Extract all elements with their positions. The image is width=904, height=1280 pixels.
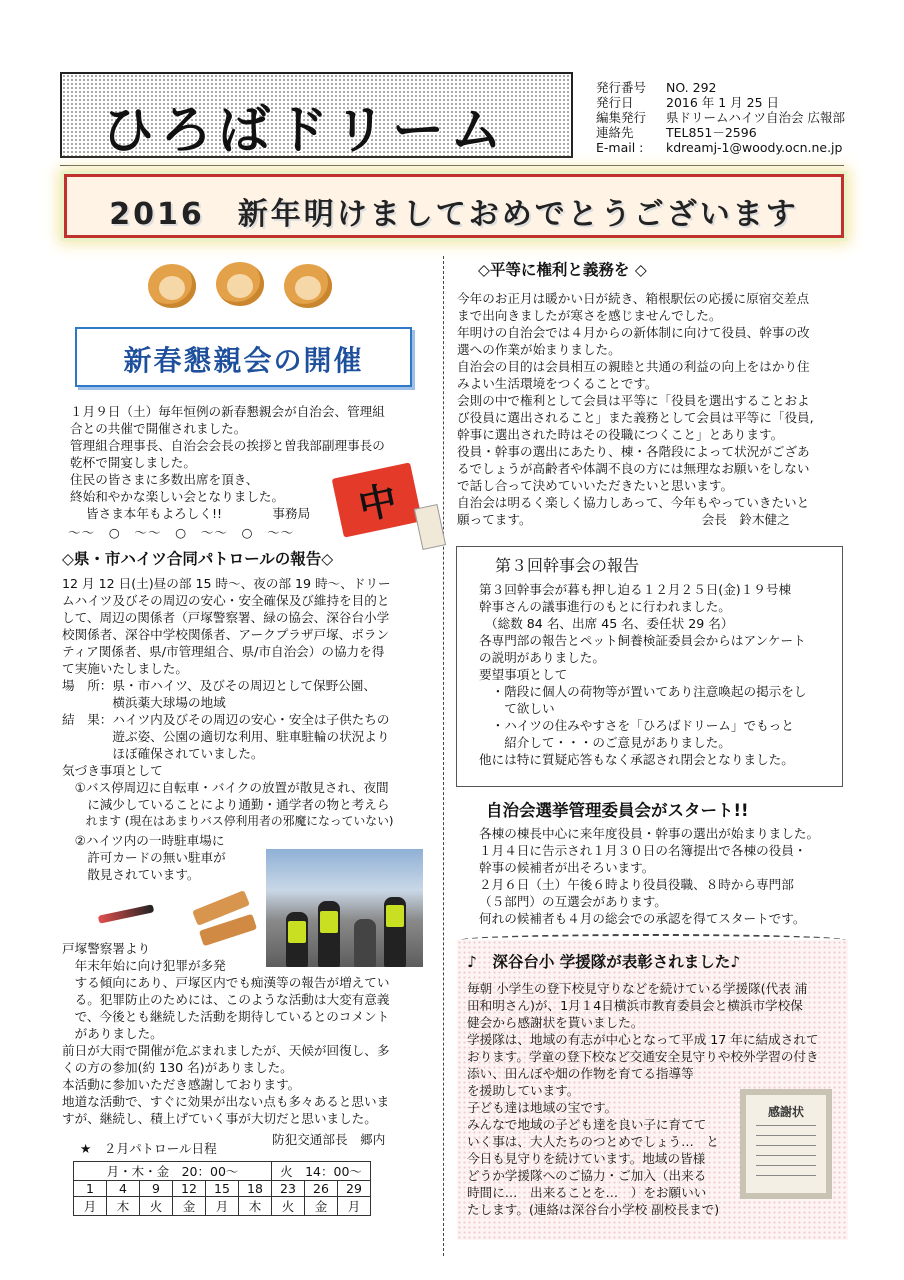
schedule-weekday: 木 bbox=[239, 1197, 272, 1216]
patrol-line: 結 果：ハイツ内及びその周辺の安心・安全は子供たちの bbox=[62, 712, 390, 727]
equality-line: 今年のお正月は暖かい日が続き、箱根駅伝の応援に原宿交差点 bbox=[457, 291, 810, 306]
flag-pole bbox=[414, 504, 446, 550]
award-line: どうか学援隊へのご協力・ご加入（出来る bbox=[467, 1168, 707, 1183]
schedule-header: 月・木・金 20：00～ bbox=[74, 1162, 272, 1181]
pen-icon bbox=[98, 904, 154, 923]
award-line: 今日も見守りを続けています。地域の皆様 bbox=[467, 1151, 706, 1166]
award-line: 田和明さん)が、1月１4日横浜市教育委員会と横浜市学校保 bbox=[467, 998, 803, 1013]
award-line: みんなで地域の子ども達を良い子に育てて bbox=[467, 1117, 707, 1132]
meeting-heading: 第３回幹事会の報告 bbox=[495, 556, 640, 575]
meeting-line: ・ハイツの住みやすさを「ひろばドリーム」でもっと bbox=[479, 718, 794, 733]
patrol-line: すが、継続し、積上げていく事が大切だと思いました。 bbox=[62, 1111, 377, 1126]
equality-heading: ◇平等に権利と義務を ◇ bbox=[478, 261, 647, 279]
schedule-weekday: 木 bbox=[107, 1197, 140, 1216]
meeting-line: ・階段に個人の荷物等が置いてあり注意喚起の掲示をし bbox=[479, 684, 807, 699]
schedule-day: 15 bbox=[206, 1181, 239, 1197]
new-year-banner bbox=[64, 174, 844, 238]
patrol-heading: ◇県・市ハイツ合同パトロールの報告◇ bbox=[62, 550, 334, 568]
patrol-line: 散見されています。 bbox=[62, 867, 200, 882]
patrol-line: 遊ぶ姿、公園の適切な利用、駐車駐輪の状況より bbox=[62, 729, 390, 744]
patrol-line: ほぼ確保されていました。 bbox=[62, 746, 264, 761]
newsletter-title: ひろばドリーム bbox=[102, 101, 509, 161]
award-line: を援助しています。 bbox=[467, 1083, 580, 1098]
equality-line: 会則の中で権利として会員は平等に「役員を選出することおよ bbox=[457, 393, 810, 408]
party-line: 乾杯で開宴しました。 bbox=[70, 455, 196, 470]
meeting-line: 幹事さんの議事進行のもとに行われました。 bbox=[479, 599, 731, 614]
patrol-line: 校関係者、深谷中学校関係者、アークプラザ戸塚、ボラン bbox=[62, 627, 390, 642]
patrol-line: て実施いたしました。 bbox=[62, 661, 188, 676]
issue-number: 発行番号 NO. 292 bbox=[596, 80, 717, 95]
award-line: 添い、田んぼや畑の作物を育てる指導等 bbox=[467, 1066, 694, 1081]
meeting-line: （総数 84 名、出席 45 名、委任状 29 名） bbox=[485, 616, 734, 631]
equality-line: 選への作業が始まりました。 bbox=[457, 342, 621, 357]
election-line: （５部門）の互選会があります。 bbox=[479, 894, 667, 909]
election-line: ２月６日（土）午後６時より役員役職、８時から専門部 bbox=[479, 877, 794, 892]
election-line: 各棟の棟長中心に来年度役員・幹事の選出が始まりました。 bbox=[479, 826, 820, 841]
patrol-schedule-table bbox=[73, 1161, 371, 1216]
equality-line: で話し合って決めていいただきたいと思います。 bbox=[457, 478, 734, 493]
award-line: 健会から感謝状を貰いました。 bbox=[467, 1015, 644, 1030]
patrol-line: ②ハイツ内の一時駐車場に bbox=[62, 833, 225, 848]
certificate-image bbox=[740, 1089, 832, 1199]
patrol-line: 横浜薬大球場の地域 bbox=[62, 695, 226, 710]
patrol-line: で、今後とも継続した活動を期待しているとのコメント bbox=[62, 1009, 390, 1024]
schedule-header: 火 14：00～ bbox=[272, 1162, 371, 1181]
schedule-weekday: 月 bbox=[206, 1197, 239, 1216]
issue-contact: 連絡先 TEL851－2596 bbox=[596, 125, 757, 140]
schedule-day: 26 bbox=[305, 1181, 338, 1197]
party-title-box bbox=[75, 327, 412, 387]
issue-publisher: 編集発行 県ドリームハイツ自治会 広報部 bbox=[596, 110, 845, 125]
meeting-line: 各専門部の報告とペット飼養検証委員会からはアンケート bbox=[479, 633, 806, 648]
schedule-day: 12 bbox=[173, 1181, 206, 1197]
equality-line: 幹事に選出された時はその役職につくこと」とあります。 bbox=[457, 427, 784, 442]
patrol-line: ムハイツ及びその周辺の安心・安全確保及び維持を目的と bbox=[62, 593, 390, 608]
patrol-line: する傾向にあり、戸塚区内でも痴漢等の報告が増えてい bbox=[62, 975, 390, 990]
equality-line: 自治会の目的は会員相互の親睦と共通の利益の向上をはかり住 bbox=[457, 359, 810, 374]
equality-line: 年明けの自治会では４月からの新体制に向けて役員、幹事の改 bbox=[457, 325, 810, 340]
meeting-line: 第３回幹事会が暮も押し迫る１２月２５日(金)１９号棟 bbox=[479, 582, 792, 597]
flag-character: 中 bbox=[354, 477, 401, 529]
meeting-line: 要望事項として bbox=[479, 667, 568, 682]
patrol-line: 地道な活動で、すぐに効果が出ない点も多々あると思いま bbox=[62, 1094, 390, 1109]
schedule-weekday: 金 bbox=[173, 1197, 206, 1216]
schedule-day: 4 bbox=[107, 1181, 140, 1197]
patrol-line: 場 所：県・市ハイツ、及びその周辺として保野公園、 bbox=[62, 678, 376, 693]
award-line: 毎朝 小学生の登下校見守りなどを続けている学援隊(代表 浦 bbox=[467, 981, 808, 996]
award-line: 子ども達は地域の宝です。 bbox=[467, 1100, 618, 1115]
party-line: 住民の皆さまに多数出席を頂き、 bbox=[70, 472, 259, 487]
schedule-day: 9 bbox=[140, 1181, 173, 1197]
monkey-illustrations bbox=[148, 262, 338, 322]
meeting-line: 他には特に質疑応答もなく承認され閉会となりました。 bbox=[479, 752, 794, 767]
column-divider bbox=[443, 256, 444, 1256]
meeting-line: 紹介して・・・のご意見がありました。 bbox=[479, 735, 731, 750]
schedule-day: 23 bbox=[272, 1181, 305, 1197]
equality-line: び役員に選出されること」また義務として会員は平等に「役員, bbox=[457, 410, 814, 425]
masthead bbox=[60, 72, 573, 161]
patrol-line: 許可カードの無い駐車が bbox=[62, 850, 226, 865]
schedule-day: 18 bbox=[239, 1181, 272, 1197]
patrol-line: して、周辺の関係者（戸塚警察署、緑の協会、深谷台小学 bbox=[62, 610, 390, 625]
meeting-line: て欲しい bbox=[479, 701, 555, 716]
award-line: 学援隊は、地域の有志が中心となって平成 17 年に結成されて bbox=[467, 1032, 819, 1047]
schedule-header-row bbox=[74, 1162, 371, 1181]
election-line: １月４日に告示され１月３０日の名簿提出で各棟の役員・ bbox=[479, 843, 807, 858]
schedule-day-row bbox=[74, 1181, 371, 1197]
new-year-banner-text: 2016 新年明けましておめでとうございます bbox=[109, 197, 799, 232]
schedule-weekday: 火 bbox=[272, 1197, 305, 1216]
patrol-line: ①バス停周辺に自転車・バイクの放置が散見され、夜間 bbox=[62, 780, 389, 795]
monkey-icon bbox=[284, 264, 332, 308]
certificate-title: 感謝状 bbox=[767, 1105, 804, 1119]
party-line: １月９日（土）毎年恒例の新春懇親会が自治会、管理組 bbox=[70, 404, 385, 419]
party-line: 終始和やかな楽しい会となりました。 bbox=[70, 489, 285, 504]
patrol-line: くの方の参加(約 130 名)がありました。 bbox=[62, 1060, 293, 1075]
election-line: 幹事の候補者が出そろいます。 bbox=[479, 860, 655, 875]
monkey-icon bbox=[216, 262, 264, 306]
party-title: 新春懇親会の開催 bbox=[123, 344, 364, 377]
header-rule bbox=[60, 165, 844, 166]
patrol-signature: 防犯交通部長 郷内 bbox=[272, 1132, 386, 1147]
issue-date: 発行日 2016 年 1 月 25 日 bbox=[596, 95, 780, 110]
equality-line: みよい生活環境をつくることです。 bbox=[457, 376, 658, 391]
patrol-line: 12 月 12 日(土)昼の部 15 時～、夜の部 19 時～、ドリー bbox=[62, 576, 391, 591]
schedule-day: 29 bbox=[338, 1181, 371, 1197]
monkey-icon bbox=[148, 264, 196, 308]
issue-email: E-mail : kdreamj-1@woody.ocn.ne.jp bbox=[596, 140, 843, 155]
patrol-line: がありました。 bbox=[62, 1026, 163, 1041]
schedule-day: 1 bbox=[74, 1181, 107, 1197]
election-line: 何れの候補者も４月の総会での承認を得てスタートです。 bbox=[479, 911, 806, 926]
award-line: 時間に… 出来ることを… ）をお願いい bbox=[467, 1185, 707, 1200]
patrol-line: 戸塚警察署より bbox=[62, 941, 151, 956]
meeting-line: の説明がありました。 bbox=[479, 650, 605, 665]
schedule-weekday: 金 bbox=[305, 1197, 338, 1216]
equality-line: まで出向きましたが寒さを感じませんでした。 bbox=[457, 308, 722, 323]
decorative-wave bbox=[460, 934, 846, 946]
patrol-line: 年末年始に向け犯罪が多発 bbox=[62, 958, 226, 973]
party-line: 皆さま本年もよろしく!! 事務局 bbox=[86, 506, 311, 521]
election-heading: 自治会選挙管理委員会がスタート!! bbox=[486, 801, 749, 820]
award-heading: ♪ 深谷台小 学援隊が表彰されました♪ bbox=[467, 953, 741, 971]
schedule-weekday: 月 bbox=[338, 1197, 371, 1216]
schedule-title: ★ ２月パトロール日程 bbox=[80, 1141, 217, 1156]
party-line: 管理組合理事長、自治会会長の挨拶と曽我部副理事長の bbox=[70, 438, 385, 453]
schedule-weekday: 月 bbox=[74, 1197, 107, 1216]
award-line: おります。学童の登下校など交通安全見守りや校外学習の付き bbox=[467, 1049, 819, 1064]
party-decoration: ～～ ○ ～～ ○ ～～ ○ ～～ bbox=[68, 525, 295, 540]
award-line: たします。(連絡は深谷台小学校 副校長まで) bbox=[467, 1202, 720, 1217]
patrol-line: 気づき事項として bbox=[62, 763, 163, 778]
award-line: いく事は、大人たちのつとめでしょう… と bbox=[467, 1134, 719, 1149]
party-line: 合との共催で開催されました。 bbox=[70, 421, 247, 436]
equality-line: るでしょうが高齢者や体調不良の方には無理なお願いをしない bbox=[457, 461, 810, 476]
patrol-line: れます (現在はあまりバス停利用者の邪魔になっていない) bbox=[62, 814, 394, 828]
schedule-weekday: 火 bbox=[140, 1197, 173, 1216]
patrol-line: ティア関係者、県/市管理組合、県/市自治会）の協力を得 bbox=[62, 644, 385, 659]
patrol-line: に減少していることにより通勤・通学者の物と考えら bbox=[62, 797, 390, 812]
schedule-weekday-row bbox=[74, 1197, 371, 1216]
patrol-line: 本活動に参加いただき感謝しております。 bbox=[62, 1077, 301, 1092]
equality-line: 自治会は明るく楽しく協力しあって、今年もやっていきたいと bbox=[457, 495, 810, 510]
equality-line: 役員・幹事の選出にあたり、棟・各階段によって状況がござあ bbox=[457, 444, 810, 459]
patrol-line: 前日が大雨で開催が危ぶまれましたが、天候が回復し、多 bbox=[62, 1043, 390, 1058]
meeting-report-box bbox=[456, 546, 843, 787]
patrol-line: る。犯罪防止のためには、このような活動は大変有意義 bbox=[62, 992, 390, 1007]
equality-line: 願ってます。 会長 鈴木健之 bbox=[457, 512, 790, 527]
patrol-photo bbox=[266, 849, 423, 967]
